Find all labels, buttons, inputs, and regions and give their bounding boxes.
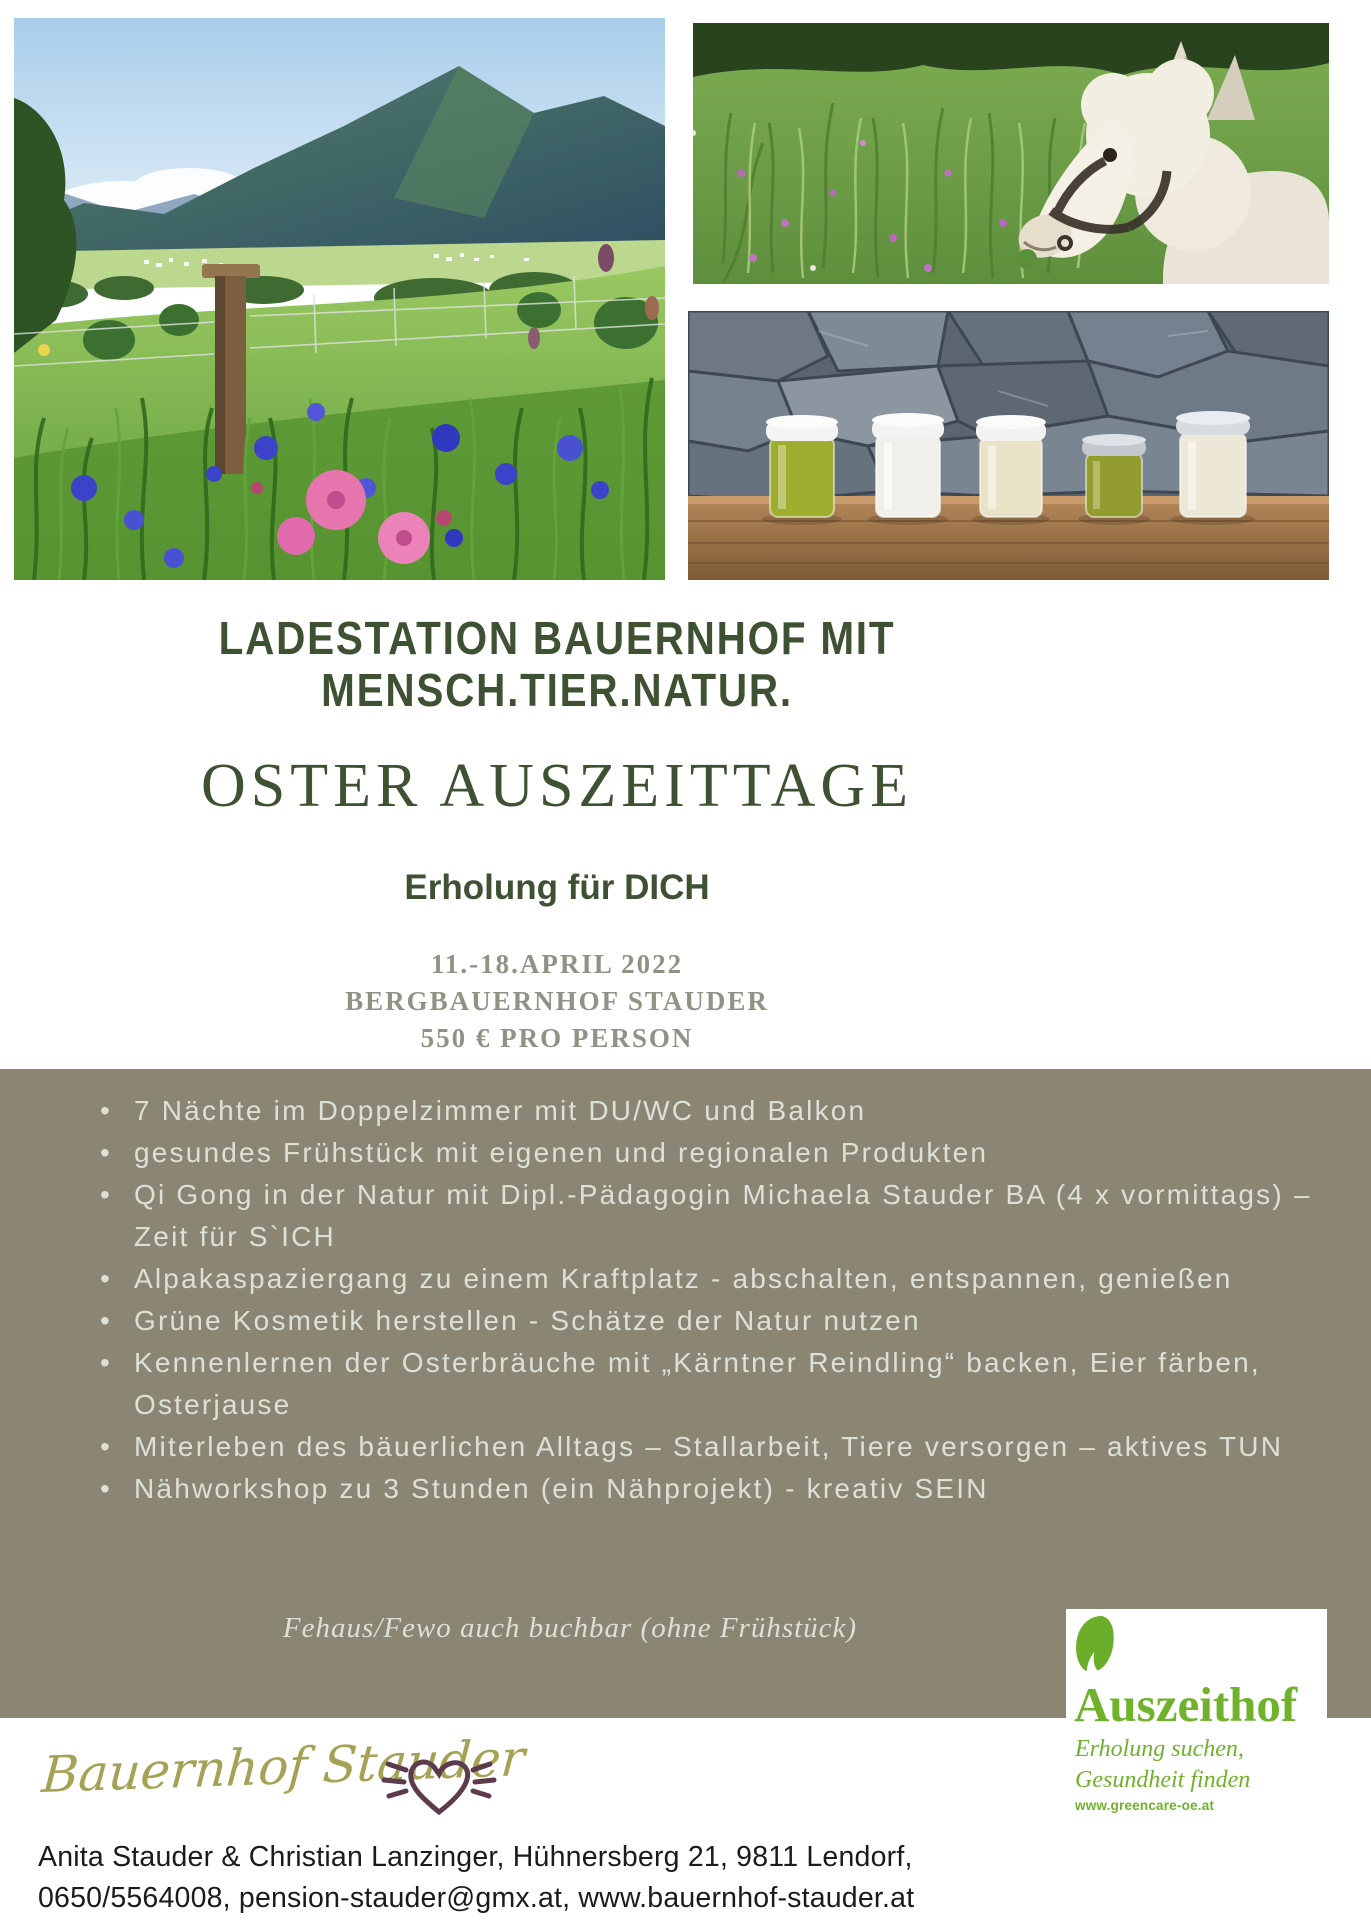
- contact-info: [38, 1837, 914, 1919]
- kicker-line-2: MENSCH.TIER.NATUR.: [321, 664, 793, 716]
- program-item: • Grüne Kosmetik herstellen - Schätze der Natur nutzen: [96, 1300, 1326, 1342]
- farm-script-logo: Bauernhof Stauder: [39, 1729, 527, 1805]
- cosmetic-jars-photo: [688, 311, 1329, 580]
- tagline-line-1: Erholung suchen,: [1075, 1736, 1244, 1762]
- heart-doodle-icon: [380, 1750, 498, 1820]
- tagline-line-2: Gesundheit finden: [1075, 1767, 1251, 1793]
- jar-olive: [1082, 434, 1146, 517]
- program-item: • gesundes Frühstück mit eigenen und regionalen Produkten: [96, 1132, 1326, 1174]
- kicker-heading: [67, 612, 1047, 716]
- program-item: • Qi Gong in der Natur mit Dipl.-Pädagogin Michaela Stauder BA (4 x vormittags) – Zeit für S`ICH: [96, 1174, 1326, 1258]
- logo-tagline: [1075, 1734, 1371, 1796]
- program-item: • 7 Nächte im Doppelzimmer mit DU/WC und Balkon: [96, 1090, 1326, 1132]
- mountain-meadow-photo: [14, 18, 665, 580]
- contact-line-2: 0650/5564008, pension-stauder@gmx.at, www.bauernhof-stauder.at: [38, 1882, 915, 1914]
- auszeithof-logo: [1066, 1609, 1327, 1732]
- jar-white: [872, 413, 944, 517]
- event-venue: BERGBAUERNHOF STAUDER: [345, 986, 769, 1016]
- logo-wordmark: Auszeithof: [1074, 1677, 1298, 1732]
- alpaca-illustration: [693, 23, 1329, 284]
- jar-ivory: [1176, 411, 1250, 517]
- jar-green: [766, 415, 838, 517]
- program-item: • Miterleben des bäuerlichen Alltags – Stallarbeit, Tiere versorgen – aktives TUN: [96, 1426, 1326, 1468]
- event-details: [0, 946, 1114, 1057]
- program-list: [96, 1090, 1326, 1510]
- subtitle: Erholung für DICH: [404, 868, 710, 907]
- contact-line-1: Anita Stauder & Christian Lanzinger, Hühnersberg 21, 9811 Lendorf,: [38, 1841, 913, 1873]
- program-item: • Nähworkshop zu 3 Stunden (ein Nähprojekt) - kreativ SEIN: [96, 1468, 1326, 1510]
- jars-illustration: [688, 311, 1329, 580]
- alpaca-photo: [693, 23, 1329, 284]
- leaf-icon: [1074, 1614, 1116, 1682]
- page-title: OSTER AUSZEITTAGE: [200, 752, 914, 820]
- program-item: • Alpakaspaziergang zu einem Kraftplatz - abschalten, entspannen, genießen: [96, 1258, 1326, 1300]
- booking-note: Fehaus/Fewo auch buchbar (ohne Frühstück): [282, 1612, 858, 1644]
- landscape-illustration: [14, 18, 665, 580]
- program-item: • Kennenlernen der Osterbräuche mit „Kärntner Reindling“ backen, Eier färben, Osterjause: [96, 1342, 1326, 1426]
- kicker-line-1: LADESTATION BAUERNHOF MIT: [218, 612, 896, 664]
- event-date: 11.-18.APRIL 2022: [430, 949, 684, 979]
- event-price: 550 € PRO PERSON: [420, 1023, 694, 1053]
- jar-cream: [976, 415, 1046, 517]
- greencare-url: www.greencare-oe.at: [1075, 1798, 1215, 1813]
